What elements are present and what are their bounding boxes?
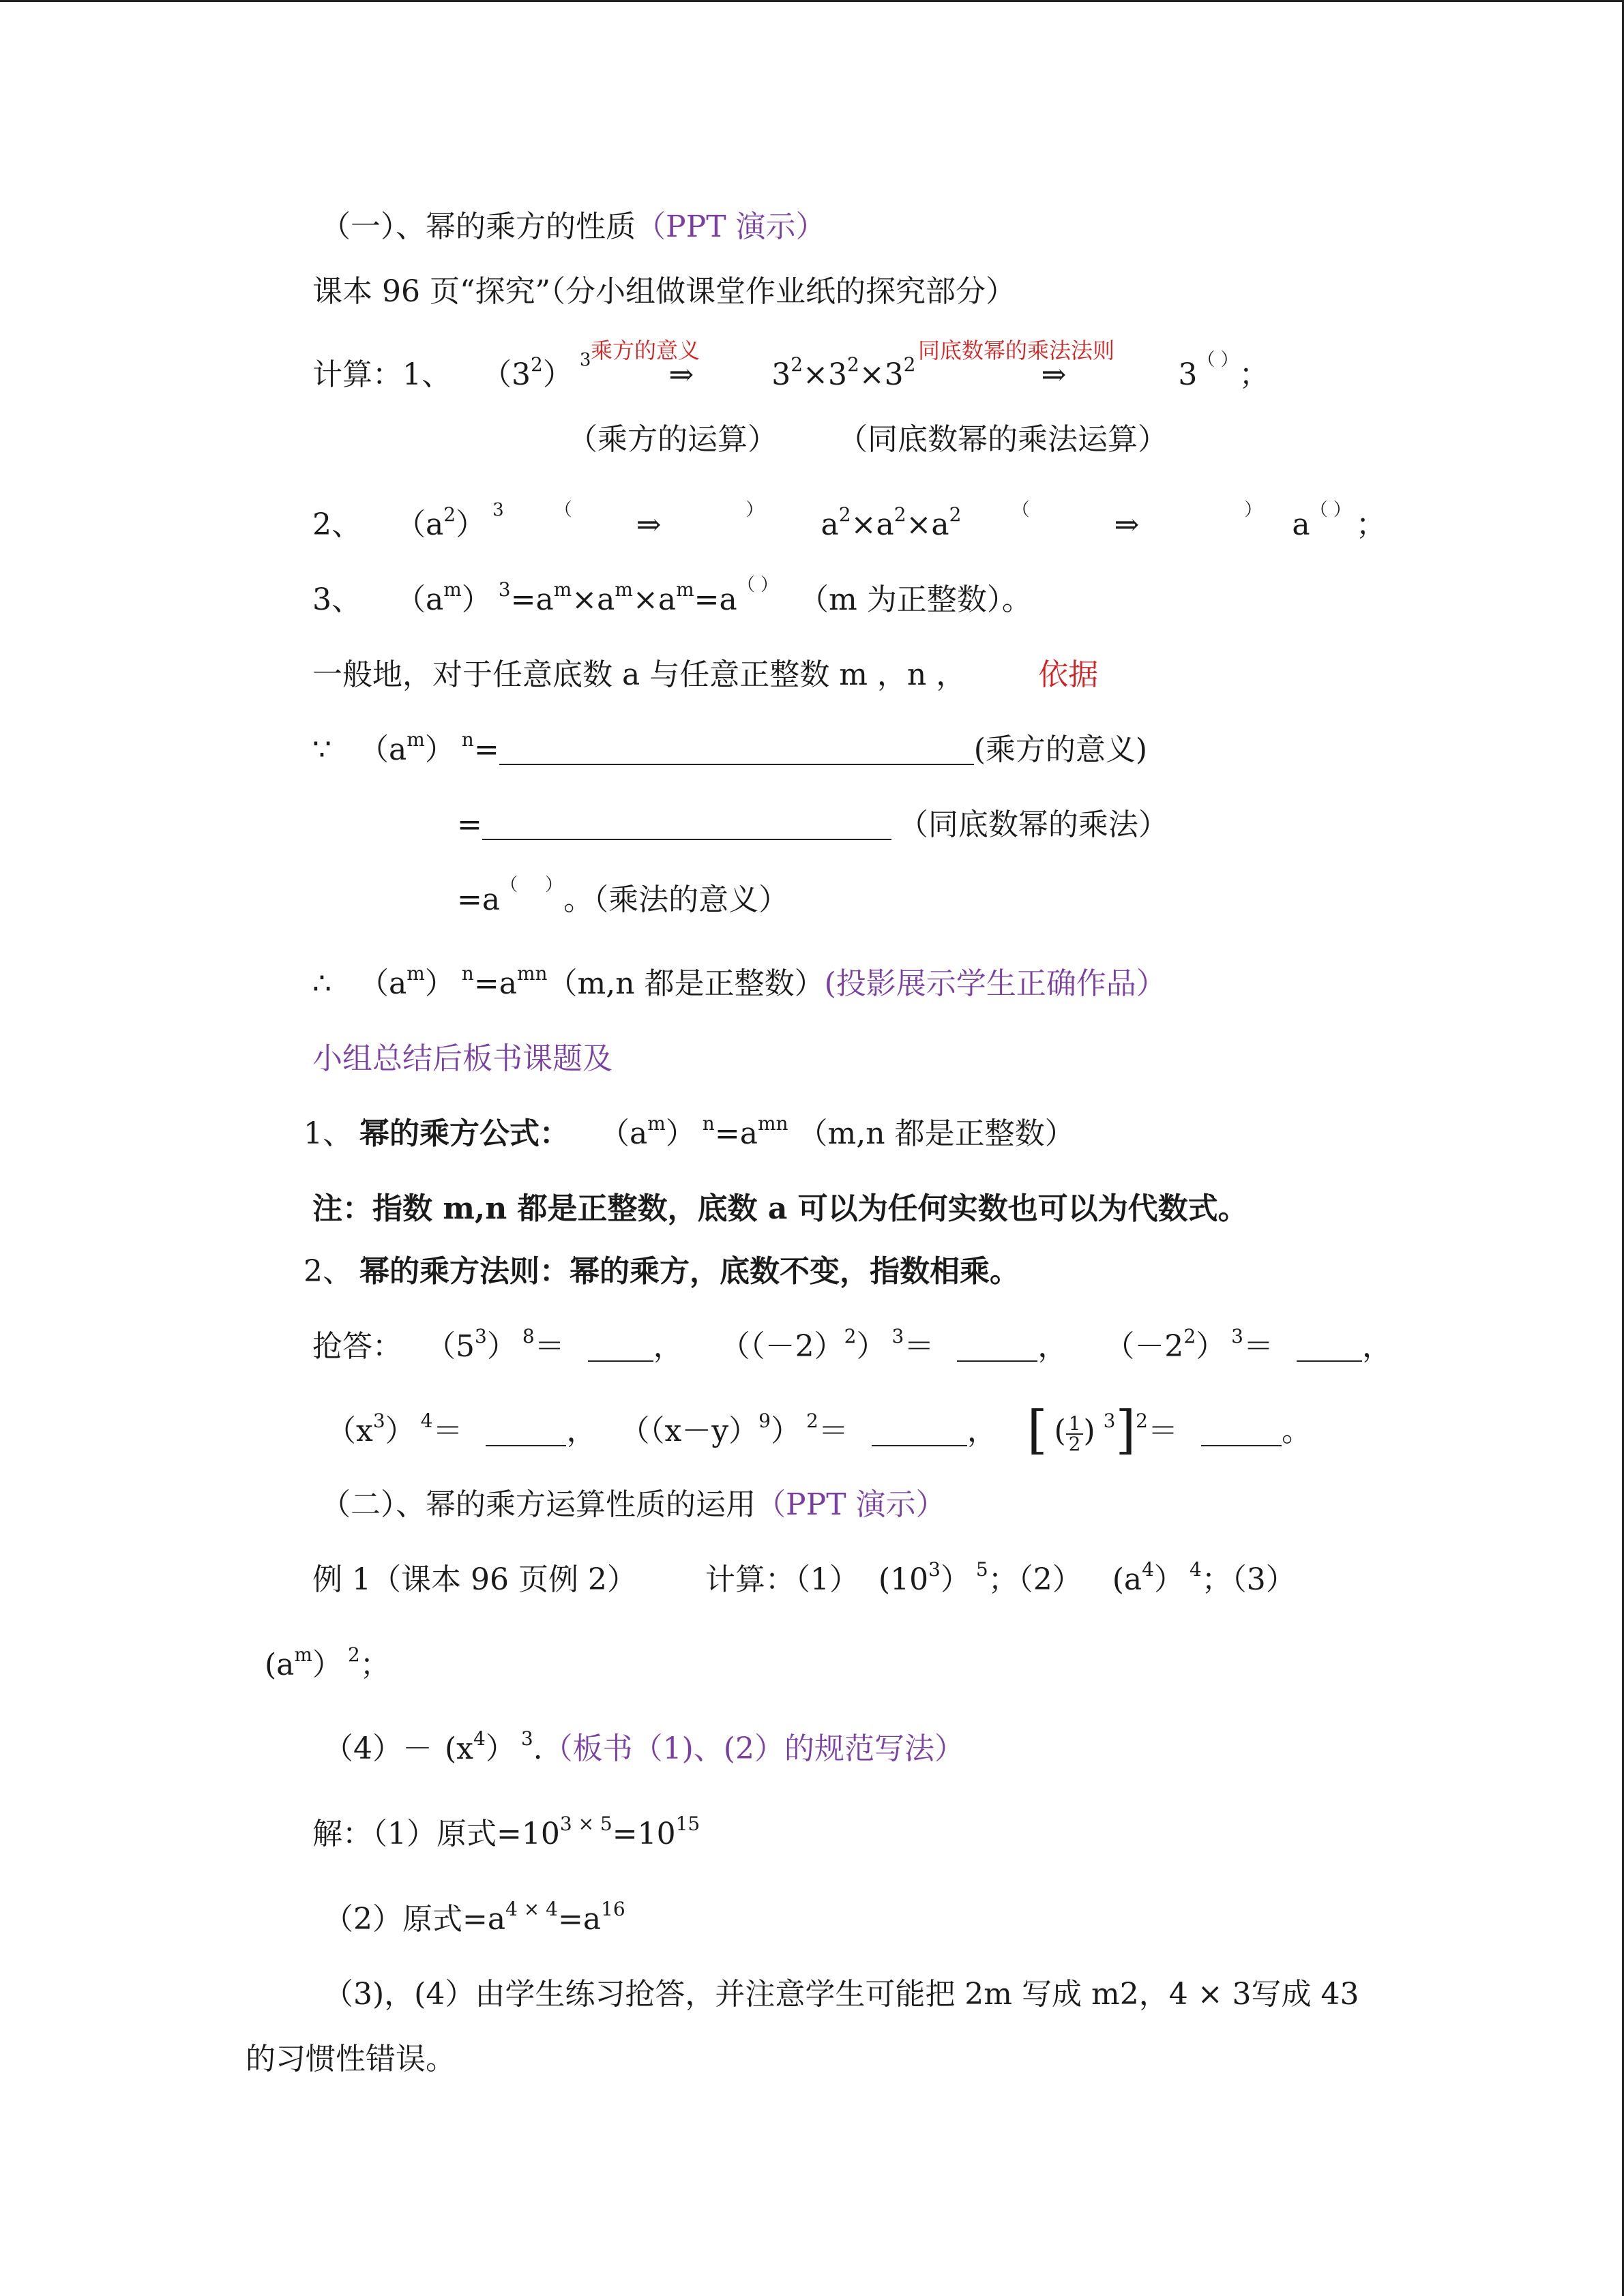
textbook-line: 课本 96 页“探究”（分小组做课堂作业纸的探究部分） (312, 274, 1016, 309)
solution-3-cont: 的习惯性错误。 (246, 2042, 456, 2076)
quiz-line-2: $(x^3)$ $^4$＝ ， $((x-y)^9)$ $^2$＝ ， [ ( $\frac{1}{2}$ ) $^3$]$^2$＝ 。 (326, 1399, 1312, 1460)
rule-line: 2、 幂的乘方法则：幂的乘方，底数不变，指数相乘。 (304, 1254, 1020, 1289)
section-2-title: （二）、幂的乘方运算性质的运用（PPT 演示） (321, 1487, 946, 1522)
solution-3: （3)，(4）由学生练习抢答，并注意学生可能把 2m 写成 m2，4 × 3写成 43 (323, 1977, 1359, 2012)
calc-line-2: 2、 $(a^2)$ $^3$ （ ⇒ ） $a^2\times a^2\times a^2$ （ ⇒ ） a（ ） ； (312, 500, 1386, 542)
quiz-blank-4[interactable] (486, 1415, 566, 1446)
fraction-one-half: $\frac{1}{2}$ (1066, 1414, 1084, 1454)
solution-1: 解：（1）原式$=10^{3 \times 5}=10^{15}$ (312, 1813, 700, 1851)
solution-2: （2）原式$=a^{4 \times 4}=a^{16}$ (323, 1898, 625, 1937)
note-same-base-rule: 同底数幂的乘法法则 (918, 338, 1115, 363)
quiz-blank-2[interactable] (957, 1330, 1037, 1362)
calc-line-3: 3、 $(a^m)$ $^3=a^m\times a^m\times a^m=a^{( )}$ （m 为正整数）。 (312, 575, 1032, 617)
section-1-title: （一）、幂的乘方的性质（PPT 演示） (321, 209, 826, 244)
blank-1[interactable] (499, 734, 974, 765)
therefore-line: ∴ $(a^m)$ $^n=a^{mn}(m,n$ 都是正整数）(投影展示学生正确作品） (312, 962, 1166, 1001)
example-1-line: 例 1（课本 96 页例 2） 计算：（1） $(10^3)$ $^5$；（2） $(a^4)$ $^4$；（3） (312, 1558, 1296, 1597)
note-power-meaning: 乘方的意义 (591, 338, 700, 363)
blank-2[interactable] (482, 809, 891, 840)
calc-under-labels: （乘方的运算） （同底数幂的乘法运算） (567, 422, 1168, 457)
note-line: 注：指数 m,n 都是正整数，底数 a 可以为任何实数也可以为代数式。 (312, 1191, 1248, 1226)
calc-line-1: 计算：1、 $(3^2)$ $^3$ ⇒ $3^2\times 3^2\times 3^2$ ⇒ 3（ ） ； (312, 350, 1269, 392)
quiz-blank-1[interactable] (588, 1330, 653, 1362)
quiz-blank-6[interactable] (1201, 1415, 1282, 1446)
formula-line: 1、 幂的乘方公式： $(a^m)$ $^n=a^{mn}$ （m,n 都是正整数） (304, 1112, 1075, 1151)
because-line: ∵ $(a^m)$ $^n$= (乘方的意义) (312, 728, 1148, 767)
quiz-blank-3[interactable] (1297, 1330, 1362, 1362)
equality-line-2: = （同底数幂的乘法） (457, 807, 1168, 842)
example-1-cont: $(a^m)$ $^2$； (265, 1643, 390, 1682)
equality-line-3: =a（ ） 。（乘法的意义） (457, 875, 789, 917)
general-statement: 一般地，对于任意底数 a 与任意正整数 m ，n ， 依据 (312, 657, 1099, 692)
quiz-blank-5[interactable] (872, 1415, 967, 1446)
top-border (0, 0, 1624, 2)
quiz-line-1: 抢答： $(5^3)$ $^8$＝ ， $((-2)^2)$ $^3$＝ ， $(-2^2)$ $^3$＝ ， (312, 1325, 1392, 1364)
basis-label: 依据 (1038, 657, 1099, 692)
ppt-note: （PPT 演示） (636, 209, 826, 244)
group-summary: 小组总结后板书课题及 (312, 1041, 612, 1076)
example-4-line: $(4)- (x^4)$ $^3$.（板书（1)、(2）的规范写法） (323, 1727, 964, 1766)
